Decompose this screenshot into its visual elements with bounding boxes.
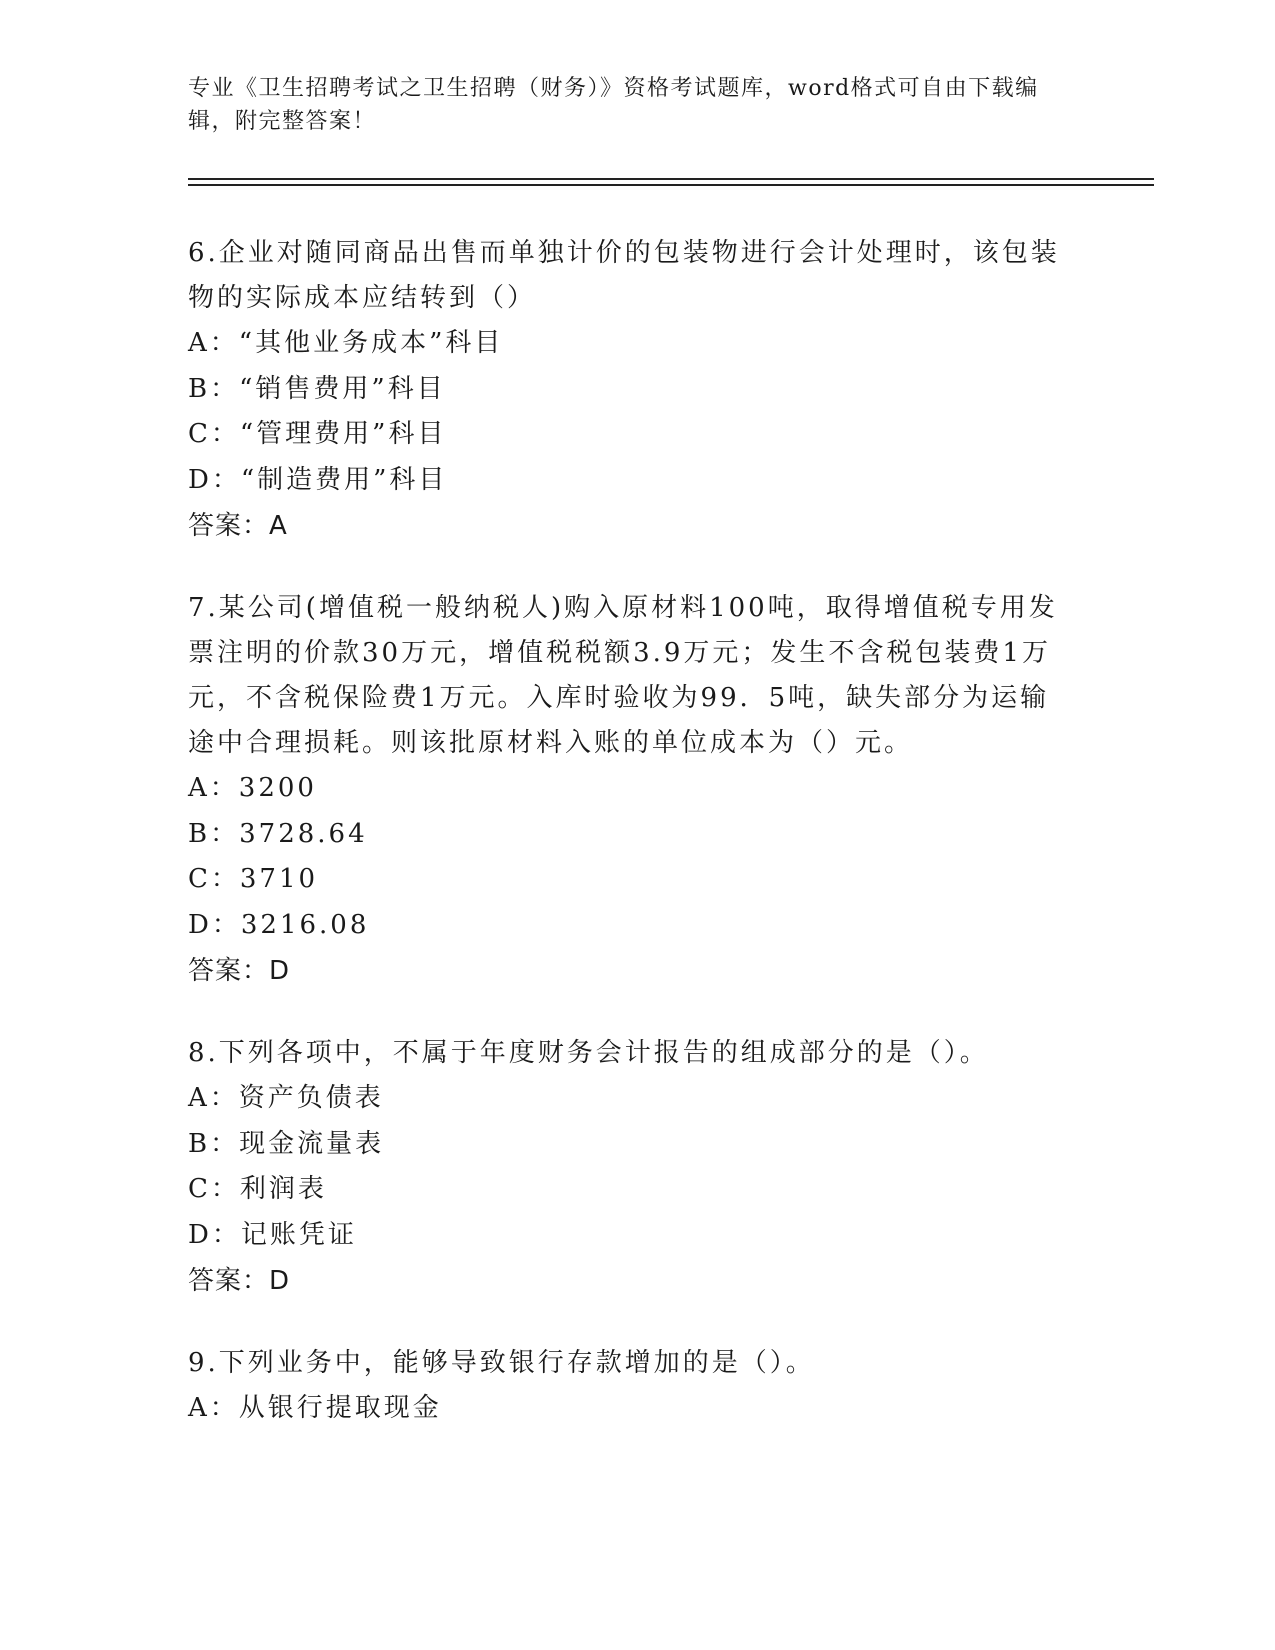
option-c: C：利润表 bbox=[188, 1174, 327, 1204]
option-a: A：3200 bbox=[188, 773, 317, 803]
option-c: C：“管理费用”科目 bbox=[188, 419, 447, 449]
header-divider-bottom bbox=[188, 184, 1154, 186]
option-d: D：记账凭证 bbox=[188, 1219, 357, 1250]
question-stem: 8.下列各项中，不属于年度财务会计报告的组成部分的是（）。 bbox=[188, 1038, 989, 1068]
header-divider-top bbox=[188, 178, 1154, 180]
option-b: B：3728.64 bbox=[188, 818, 368, 849]
question-stem: 9.下列业务中，能够导致银行存款增加的是（）。 bbox=[188, 1348, 815, 1378]
option-d: D：“制造费用”科目 bbox=[188, 464, 448, 495]
question-stem: 7.某公司(增值税一般纳税人)购入原材料100吨，取得增值税专用发票注明的价款30万元，增值税税额3.9万元；发生不含税包装费1万元，不含税保险费1万元。入库时验收为99．5吨，缺失部分为运输途中合理损耗。则该批原材料入账的单位成本为（）元。 bbox=[188, 593, 1058, 758]
question-7 bbox=[188, 586, 1068, 994]
option-c: C：3710 bbox=[188, 864, 319, 894]
question-9 bbox=[188, 1341, 1068, 1432]
option-a: A：从银行提取现金 bbox=[188, 1393, 442, 1423]
option-b: B：“销售费用”科目 bbox=[188, 373, 446, 404]
answer: 答案：D bbox=[188, 956, 291, 986]
answer: 答案：A bbox=[188, 511, 288, 541]
question-6 bbox=[188, 231, 1068, 549]
option-a: A：资产负债表 bbox=[188, 1083, 384, 1113]
option-d: D：3216.08 bbox=[188, 909, 370, 940]
question-stem: 6.企业对随同商品出售而单独计价的包装物进行会计处理时，该包装物的实际成本应结转到（） bbox=[188, 238, 1060, 313]
question-8 bbox=[188, 1031, 1068, 1304]
document-header: 专业《卫生招聘考试之卫生招聘（财务）》资格考试题库，word格式可自由下载编辑，附完整答案！ bbox=[188, 76, 1039, 134]
option-b: B：现金流量表 bbox=[188, 1128, 385, 1159]
question-list bbox=[188, 231, 1068, 1469]
answer: 答案：D bbox=[188, 1266, 291, 1296]
option-a: A：“其他业务成本”科目 bbox=[188, 328, 504, 358]
